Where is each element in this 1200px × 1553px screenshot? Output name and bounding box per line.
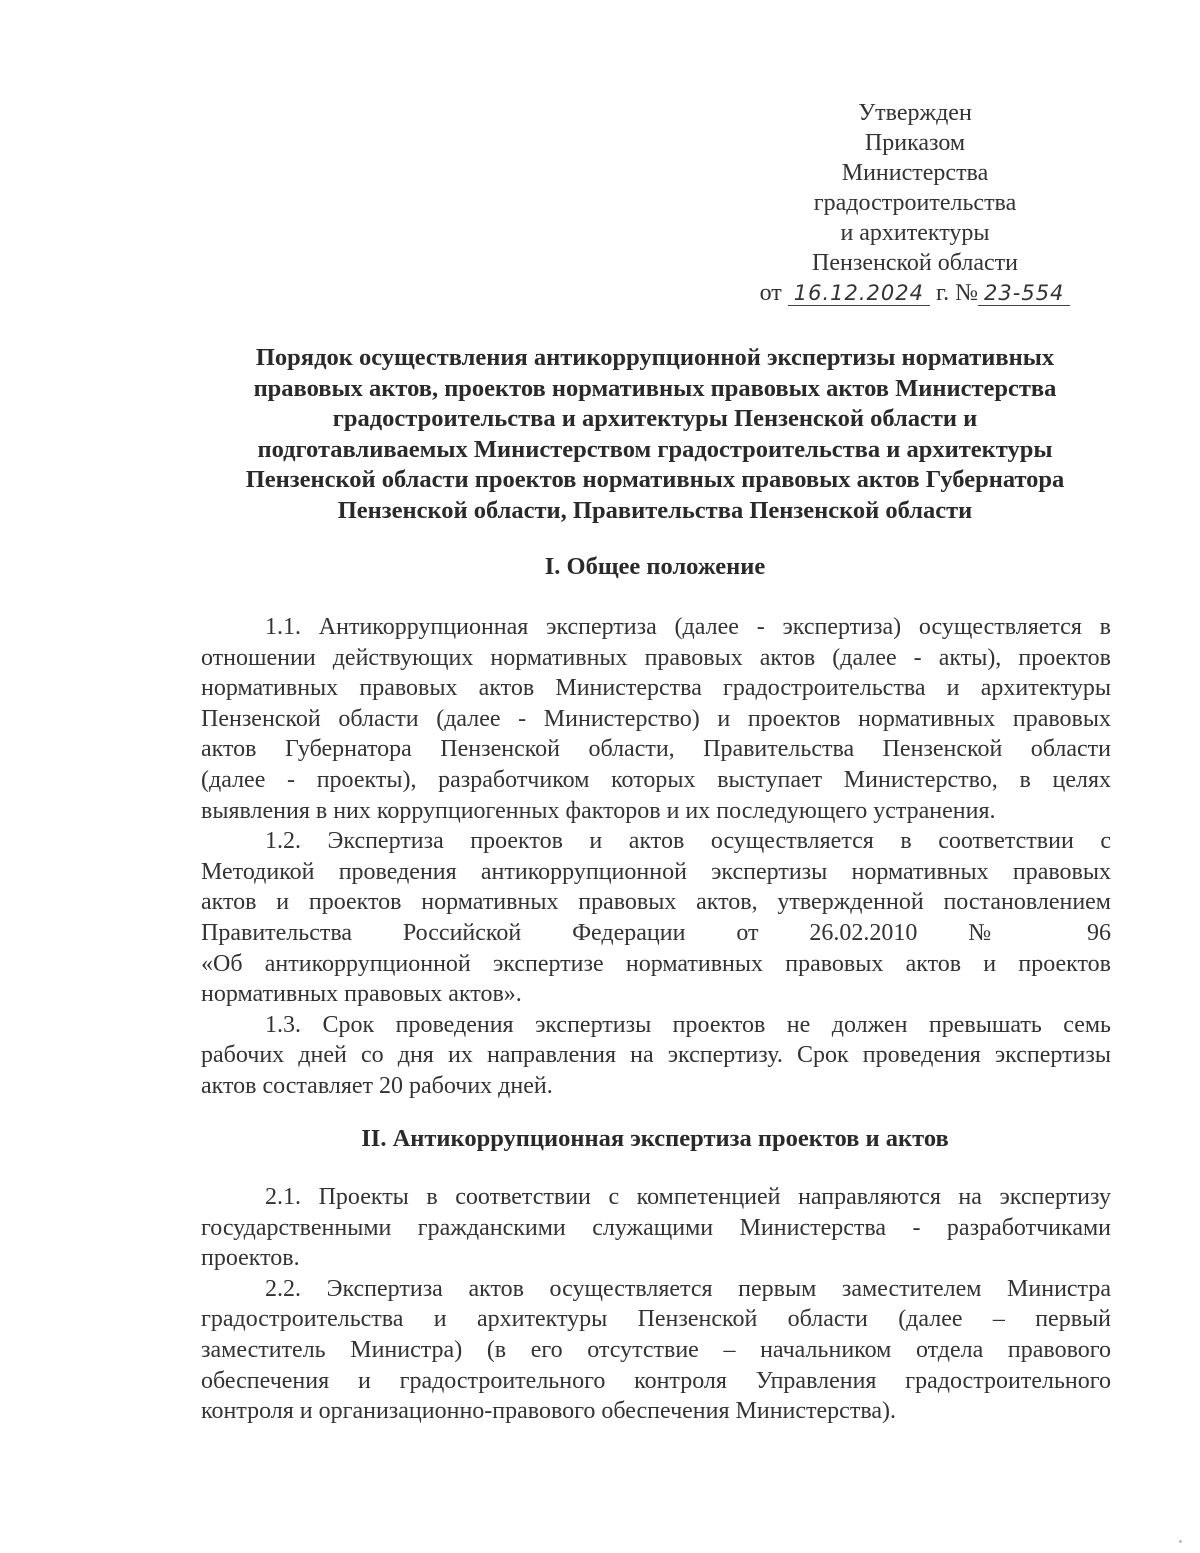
title-line: правовых актов, проектов нормативных правовых актов Министерства (253, 374, 1057, 402)
title-line: подготавливаемых Министерством градостроительства и архитектуры (257, 435, 1053, 463)
title-line: Пензенской области проектов нормативных правовых актов Губернатора (245, 466, 1065, 494)
approval-line: и архитектуры (840, 220, 990, 246)
paragraph-line: «Об антикоррупционной экспертизе нормативных правовых актов и проектов (201, 950, 1111, 977)
title-line: Порядок осуществления антикоррупционной экспертизы нормативных (255, 344, 1055, 371)
paragraph-line: 1.2. Экспертиза проектов и актов осуществляется в соответствии с (265, 828, 1111, 855)
approval-line: градостроительства (813, 190, 1017, 216)
date-prefix: от (759, 280, 782, 306)
paragraph-line: контроля и организационно-правового обеспечения Министерства). (201, 1398, 896, 1425)
paragraph-line: отношении действующих нормативных правовых актов (далее - акты), проектов (201, 644, 1111, 671)
paragraph-line: Правительства Российской Федерации от 26.02.2010 № 96 (201, 919, 1111, 946)
scan-speck (1179, 1540, 1182, 1543)
paragraph-line: 2.2. Экспертиза актов осуществляется первым заместителем Министра (265, 1275, 1111, 1302)
number-prefix: № (955, 280, 979, 306)
approval-line: Приказом (864, 130, 966, 156)
paragraph-line: государственными гражданскими служащими Министерства - разработчиками (201, 1214, 1111, 1241)
paragraph-line: рабочих дней со дня их направления на экспертизу. Срок проведения экспертизы (201, 1042, 1111, 1069)
handwritten-date: 16.12.2024 (788, 281, 930, 306)
section-body (201, 1182, 1111, 1427)
paragraph-line: 1.1. Антикоррупционная экспертиза (далее - экспертиза) осуществляется в (265, 614, 1111, 640)
approval-date-line (740, 278, 1090, 308)
document-title (190, 343, 1120, 527)
approval-line: Утвержден (858, 100, 972, 126)
paragraph-line: обеспечения и градостроительного контроля Управления градостроительного (201, 1367, 1111, 1394)
section-body (201, 612, 1111, 1102)
year-suffix: г. (935, 280, 950, 306)
section-heading: I. Общее положение (544, 553, 766, 580)
paragraph-line: актов Губернатора Пензенской области, Правительства Пензенской области (201, 736, 1111, 763)
title-line: градостроительства и архитектуры Пензенской области и (332, 405, 978, 433)
paragraph-line: 1.3. Срок проведения экспертизы проектов не должен превышать семь (265, 1011, 1111, 1038)
paragraph-line: нормативных правовых актов». (201, 981, 522, 1008)
approval-line: Пензенской области (812, 250, 1018, 276)
paragraph-line: актов составляет 20 рабочих дней. (201, 1072, 553, 1099)
section-heading: II. Антикоррупционная экспертиза проектов и актов (361, 1125, 949, 1152)
paragraph-line: Методикой проведения антикоррупционной экспертизы нормативных правовых (201, 858, 1111, 885)
approval-line: Министерства (841, 160, 989, 186)
paragraph-line: проектов. (201, 1245, 300, 1272)
paragraph-line: актов и проектов нормативных правовых актов, утвержденной постановлением (201, 889, 1111, 916)
paragraph-line: (далее - проекты), разработчиком которых выступает Министерство, в целях (201, 766, 1111, 793)
handwritten-order-number: 23-554 (978, 281, 1070, 306)
paragraph-line: нормативных правовых актов Министерства градостроительства и архитектуры (201, 675, 1111, 702)
approval-stamp (740, 98, 1090, 308)
paragraph-line: 2.1. Проекты в соответствии с компетенцией направляются на экспертизу (265, 1184, 1111, 1210)
paragraph-line: Пензенской области (далее - Министерство) и проектов нормативных правовых (201, 705, 1111, 732)
paragraph-line: заместитель Министра) (в его отсутствие – начальником отдела правового (201, 1336, 1111, 1363)
paragraph-line: градостроительства и архитектуры Пензенской области (далее – первый (201, 1306, 1111, 1333)
title-line: Пензенской области, Правительства Пензенской области (337, 496, 973, 524)
paragraph-line: выявления в них коррупциогенных факторов и их последующего устранения. (201, 797, 996, 824)
